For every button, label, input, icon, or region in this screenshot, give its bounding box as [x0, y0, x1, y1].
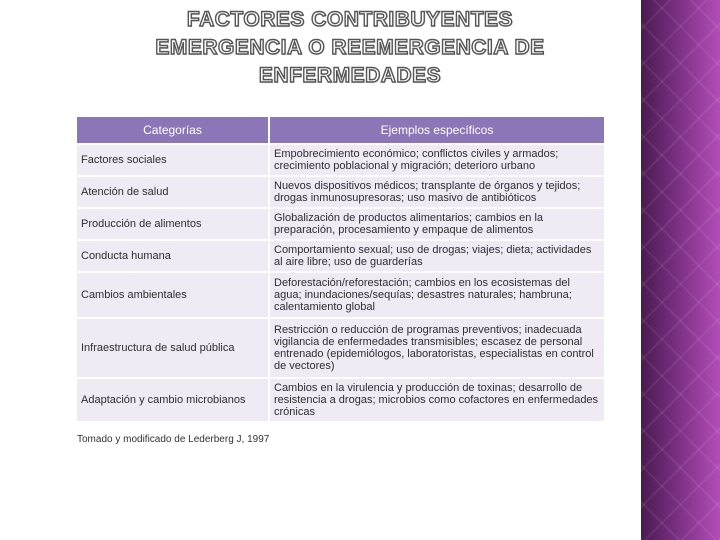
- examples-cell: Nuevos dispositivos médicos; transplante de órganos y tejidos; drogas inmunosupresoras; uso masivo de antibióticos: [270, 175, 604, 207]
- factors-table: [77, 117, 604, 421]
- table-row: [77, 239, 604, 271]
- table-row: [77, 377, 604, 421]
- table-row: [77, 271, 604, 317]
- examples-cell: Deforestación/reforestación; cambios en los ecosistemas del agua; inundaciones/sequías; desastres naturales; hambruna; calentamiento global: [270, 271, 604, 317]
- table-row: [77, 143, 604, 175]
- page-title: [60, 6, 640, 90]
- table-header-row: [77, 117, 604, 143]
- header-ejemplos: Ejemplos específicos: [270, 117, 604, 143]
- examples-cell: Comportamiento sexual; uso de drogas; viajes; dieta; actividades al aire libre; uso de guarderías: [270, 239, 604, 271]
- category-cell: Adaptación y cambio microbianos: [77, 377, 270, 421]
- title-line-2: EMERGENCIA O REEMERGENCIA DE: [155, 36, 545, 59]
- source-caption: Tomado y modificado de Lederberg J, 1997: [77, 434, 270, 445]
- examples-cell: Cambios en la virulencia y producción de toxinas; desarrollo de resistencia a drogas; microbios como cofactores en enfermedades crónicas: [270, 377, 604, 421]
- category-cell: Infraestructura de salud pública: [77, 317, 270, 377]
- table-row: [77, 317, 604, 377]
- category-cell: Producción de alimentos: [77, 207, 270, 239]
- category-cell: Conducta humana: [77, 239, 270, 271]
- header-categorias: Categorías: [77, 117, 270, 143]
- category-cell: Cambios ambientales: [77, 271, 270, 317]
- examples-cell: Globalización de productos alimentarios; cambios en la preparación, procesamiento y empaque de alimentos: [270, 207, 604, 239]
- table-row: [77, 207, 604, 239]
- title-line-1: FACTORES CONTRIBUYENTES: [186, 8, 514, 31]
- examples-cell: Restricción o reducción de programas preventivos; inadecuada vigilancia de enfermedades transmisibles; escasez de personal entrenado (epidemiólogos, laboratoristas, especialistas en control de vectores): [270, 317, 604, 377]
- title-line-3: ENFERMEDADES: [258, 64, 442, 87]
- table-row: [77, 175, 604, 207]
- examples-cell: Empobrecimiento económico; conflictos civiles y armados; crecimiento poblacional y migración; deterioro urbano: [270, 143, 604, 175]
- category-cell: Factores sociales: [77, 143, 270, 175]
- decorative-side-band: [641, 0, 720, 540]
- category-cell: Atención de salud: [77, 175, 270, 207]
